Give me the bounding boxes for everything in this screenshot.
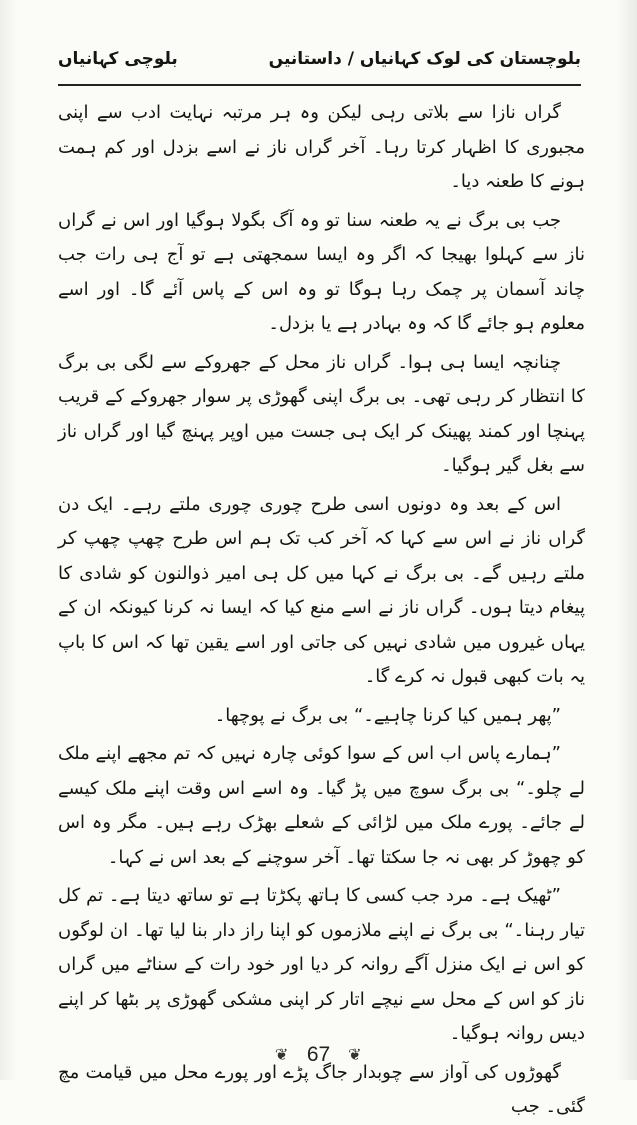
- paragraph-3: چنانچہ ایسا ہی ہوا۔ گراں ناز محل کے جھروکے سے لگی بی برگ کا انتظار کر رہی تھی۔ بی برگ اپنی گھوڑی پر سوار جھروکے کے قریب پہنچا اور کمند پھینک کر ایک ہی جست میں اوپر پہنچ گیا اور گراں ناز سے بغل گیر ہوگیا۔: [58, 351, 585, 476]
- page-footer: [0, 1040, 637, 1070]
- running-header: [58, 42, 581, 86]
- right-ornament-icon: ❦: [348, 1045, 362, 1064]
- paragraph-4: اس کے بعد وہ دونوں اسی طرح چوری چوری ملتے رہے۔ ایک دن گراں ناز نے اس سے کہا کہ آخر کب تک ہم اس طرح چھپ چھپ کر ملتے رہیں گے۔ بی برگ نے کہا میں کل ہی امیر ذوالنون کو شادی کا پیغام دیتا ہوں۔ گراں ناز نے اسے منع کیا کہ ایسا نہ کرنا کیونکہ ان کے یہاں غیروں میں شادی نہیں کی جاتی اور اسے یقین تھا کہ اس کا باپ یہ بات کبھی قبول نہ کرے گا۔: [58, 493, 585, 687]
- paragraph-1: گراں نازا سے بلاتی رہی لیکن وہ ہر مرتبہ نہایت ادب سے اپنی مجبوری کا اظہار کرتا رہا۔ آخر گراں ناز نے اسے بزدل اور کم ہمت ہونے کا طعنہ دیا۔: [58, 102, 585, 192]
- paragraph-8: گھوڑوں کی آواز سے چوبدار جاگ پڑے اور پورے محل میں قیامت مچ گئی۔ جب: [58, 1061, 585, 1117]
- paragraph-6: ”ہمارے پاس اب اس کے سوا کوئی چارہ نہیں کہ تم مجھے اپنے ملک لے چلو۔“ بی برگ سوچ میں پڑ گیا۔ وہ اسے اس وقت اپنے ملک کیسے لے جائے۔ پورے ملک میں لڑائی کے شعلے بھڑک رہے ہیں۔ مگر وہ اس کو چھوڑ کر بھی نہ جا سکتا تھا۔ آخر سوچنے کے بعد اس نے کہا۔: [58, 743, 585, 868]
- left-ornament-icon: ❦: [274, 1045, 289, 1064]
- book-title: بلوچستان کی لوک کہانیاں / داستانیں: [268, 49, 581, 69]
- paragraph-7: ”ٹھیک ہے۔ مرد جب کسی کا ہاتھ پکڑتا ہے تو ساتھ دیتا ہے۔ تم کل تیار رہنا۔“ بی برگ نے اپنے ملازموں کو اپنا راز دار بنا لیا تھا۔ ان لوگوں کو اس نے ایک منزل آگے روانہ کر دیا اور خود رات کے سناٹے میں گراں ناز کو اس کے محل سے نیچے اتار کر اپنی مشکی گھوڑی پر بٹھا کر اپنے دیس روانہ ہوگیا۔: [58, 885, 585, 1044]
- paragraph-2: جب بی برگ نے یہ طعنہ سنا تو وہ آگ بگولا ہوگیا اور اس نے گراں ناز سے کہلوا بھیجا کہ اگر وہ ایسا سمجھتی ہے تو آج ہی رات جب چاند آسمان پر چمک رہا ہوگا تو وہ اس کے پاس آئے گا۔ اور اسے معلوم ہو جائے گا کہ وہ بہادر ہے یا بزدل۔: [58, 209, 585, 334]
- section-title: بلوچی کہانیاں: [58, 49, 178, 69]
- page-number: 67: [306, 1043, 331, 1066]
- header-divider: [58, 84, 581, 86]
- paragraph-5: ”پھر ہمیں کیا کرنا چاہیے۔“ بی برگ نے پوچھا۔: [214, 704, 561, 726]
